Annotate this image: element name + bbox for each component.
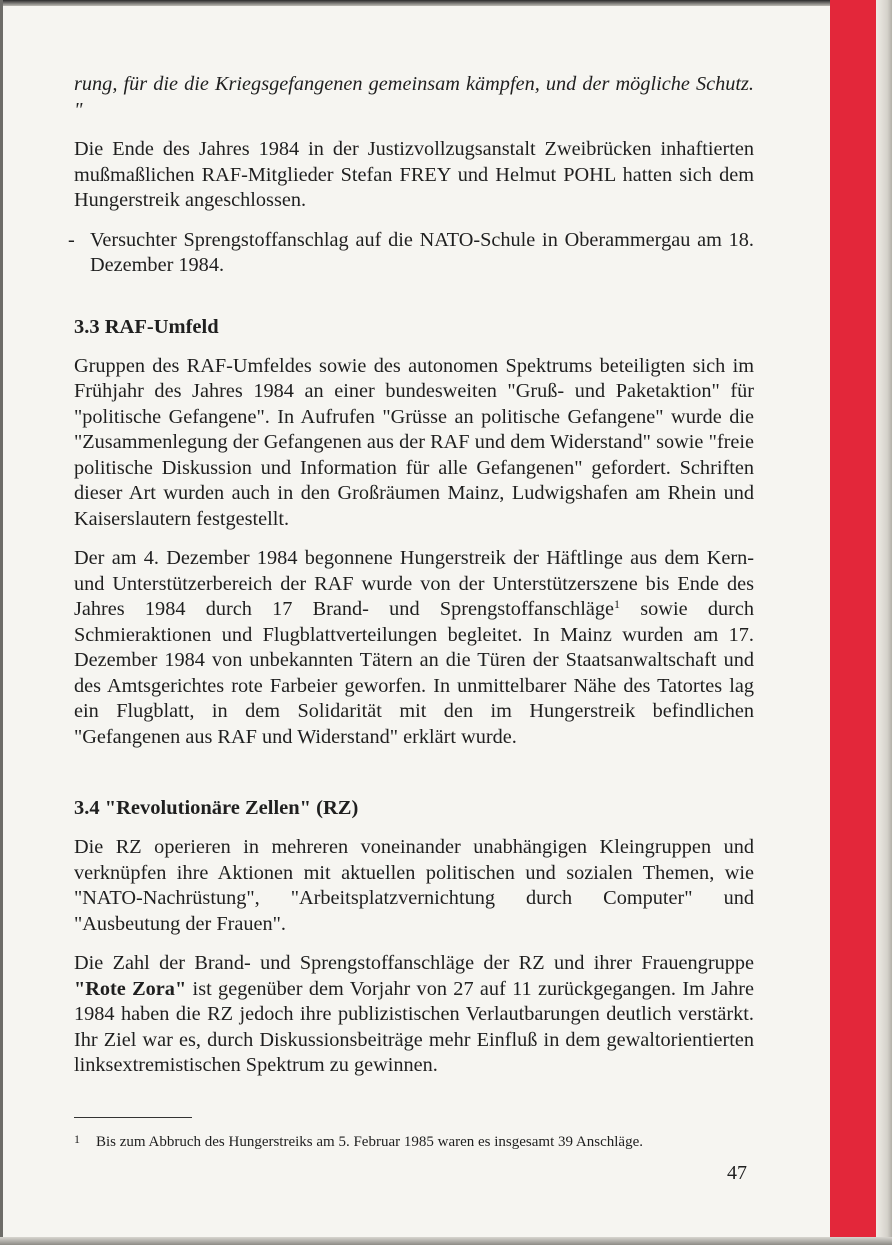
footnote-mark: 1	[74, 1132, 80, 1146]
footnote	[74, 1130, 754, 1151]
paragraph-rz-2-part-a: Die Zahl der Brand- und Sprengstoffanschläge der RZ und ihrer Frauengruppe	[74, 952, 754, 974]
paragraph-rz-2-part-b: ist gegenüber dem Vorjahr von 27 auf 11 zurückgegangen. Im Jahre 1984 haben die RZ jedoch ihre publizistischen Verlautbarungen deutlich verstärkt. Ihr Ziel war es, durch Diskussionsbeiträge mehr Einfluß in dem gewaltorientierten linksextremistischen Spektrum zu gewinnen.	[74, 977, 754, 1076]
page-bottom-edge	[0, 1237, 892, 1245]
footnote-divider	[74, 1117, 192, 1118]
section-heading-rz: 3.4 "Revolutionäre Zellen" (RZ)	[74, 797, 359, 819]
dash-marker: -	[68, 228, 75, 251]
red-tab-marker	[830, 0, 876, 1245]
page-top-edge	[0, 0, 892, 6]
paragraph-umfeld-1: Gruppen des RAF-Umfeldes sowie des autonomen Spektrums beteiligten sich im Frühjahr des Jahres 1984 an einer bundesweiten "Gruß- und Paketaktion" für "politische Gefangene". In Aufrufen "Grüsse an politische Gefangene" wurde die "Zusammenlegung der Gefangenen aus der RAF und dem Widerstand" sowie "freie politische Diskussion und Information für alle Gefangenen" gefordert. Schriften dieser Art wurden auch in den Großräumen Mainz, Ludwigshafen am Rhein und Kaiserslautern festgestellt.	[74, 354, 754, 530]
paragraph-rz-1: Die RZ operieren in mehreren voneinander unabhängigen Kleingruppen und verknüpfen ihre Aktionen mit aktuellen politischen und sozialen Themen, wie "NATO-Nachrüstung", "Arbeitsplatzvernichtung durch Computer" und "Ausbeutung der Frauen".	[74, 836, 754, 935]
rote-zora-bold: "Rote Zora"	[74, 977, 187, 1000]
paragraph-hunger-strike: Die Ende des Jahres 1984 in der Justizvollzugsanstalt Zweibrücken inhaftierten mußmaßlichen RAF-Mitglieder Stefan FREY und Helmut POHL hatten sich dem Hungerstreik angeschlossen.	[74, 138, 754, 211]
paragraph-intro-quote: rung, für die die Kriegsgefangenen gemeinsam kämpfen, und der mögliche Schutz. "	[74, 73, 754, 121]
list-item	[68, 228, 754, 279]
section-heading-raf-umfeld: 3.3 RAF-Umfeld	[74, 315, 219, 338]
paragraph-rz-2	[74, 951, 754, 1079]
paragraph-umfeld-2-part-b: sowie durch Schmieraktionen und Flugblattverteilungen begleitet. In Mainz wurden am 17. Dezember 1984 von unbekannten Tätern an die Türen der Staatsanwaltschaft und des Amtsgerichtes rote Farbeier geworfen. In unmittelbarer Nähe des Tatortes lag ein Flugblatt, in dem Solidarität mit den im Hungerstreik befindlichen "Gefangenen aus RAF und Widerstand" erklärt wurde.	[74, 598, 754, 748]
footnote-reference: 1	[614, 597, 621, 611]
paragraph-umfeld-2	[74, 546, 754, 750]
list-item-text: Versuchter Sprengstoffanschlag auf die NATO-Schule in Oberammergau am 18. Dezember 1984.	[90, 228, 754, 276]
paragraph-umfeld-2-part-a: Der am 4. Dezember 1984 begonnene Hungerstreik der Häftlinge aus dem Kern- und Unterstützerbereich der RAF wurde von der Unterstützerszene bis Ende des Jahres 1984 durch 17 Brand- und Sprengstoffanschläge	[74, 547, 754, 620]
body-text	[68, 72, 754, 1079]
page-left-edge	[0, 0, 3, 1245]
page-number: 47	[727, 1162, 747, 1184]
footnote-text: Bis zum Abbruch des Hungerstreiks am 5. Februar 1985 waren es insgesamt 39 Anschläge.	[96, 1134, 643, 1150]
page-right-edge	[876, 0, 892, 1245]
